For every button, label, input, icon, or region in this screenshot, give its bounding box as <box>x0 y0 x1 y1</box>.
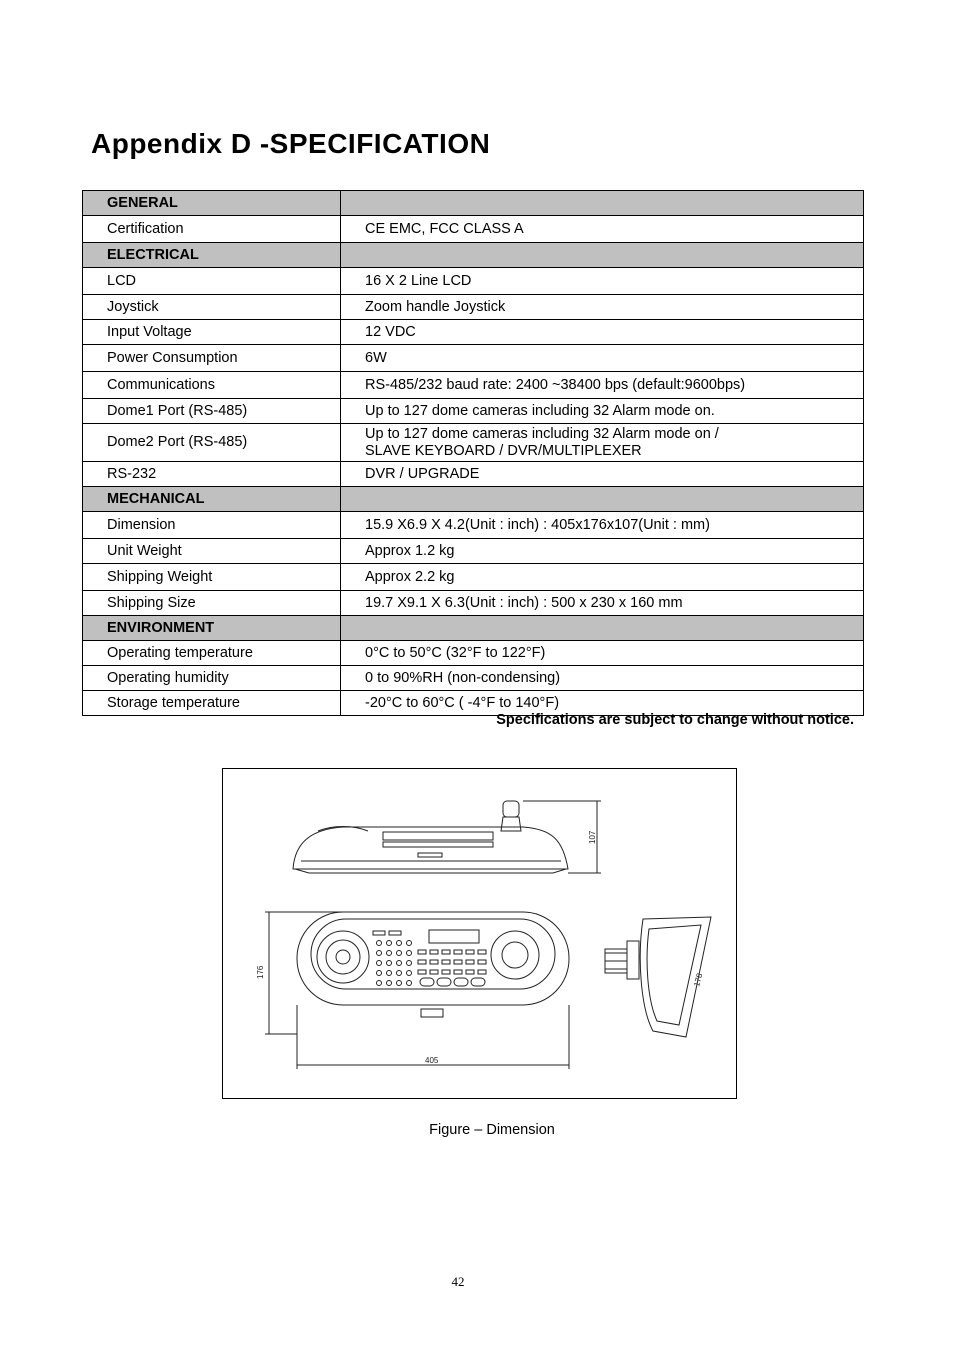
page-number: 42 <box>451 1274 465 1289</box>
section-row-electrical <box>83 243 864 268</box>
spec-row-input-voltage <box>83 320 864 345</box>
side-view-depth-label: 178 <box>692 972 705 988</box>
spec-row-lcd <box>83 268 864 295</box>
keyboard-dimension-drawing <box>223 769 736 1098</box>
spec-value: DVR / UPGRADE <box>341 462 864 487</box>
front-view-height-label: 107 <box>588 830 597 844</box>
section-value <box>341 487 864 512</box>
spec-label: Power Consumption <box>83 345 341 372</box>
spec-row-shipping-weight <box>83 564 864 591</box>
spec-label: Communications <box>83 372 341 399</box>
section-value <box>341 243 864 268</box>
spec-row-rs232 <box>83 462 864 487</box>
figure-caption: Figure – Dimension <box>429 1122 555 1138</box>
spec-label: Shipping Weight <box>83 564 341 591</box>
spec-row-communications <box>83 372 864 399</box>
section-row-mechanical <box>83 487 864 512</box>
spec-value: 0°C to 50°C (32°F to 122°F) <box>341 641 864 666</box>
spec-row-dimension <box>83 512 864 539</box>
spec-value: -20°C to 60°C ( -4°F to 140°F) <box>341 691 864 716</box>
section-value <box>341 616 864 641</box>
top-view-depth-label: 176 <box>256 965 265 979</box>
spec-row-power-consumption <box>83 345 864 372</box>
spec-value: Approx 1.2 kg <box>341 539 864 564</box>
spec-label: Certification <box>83 216 341 243</box>
page-title: Appendix D -SPECIFICATION <box>91 128 491 159</box>
spec-value: 16 X 2 Line LCD <box>341 268 864 295</box>
section-label: MECHANICAL <box>83 487 341 512</box>
spec-row-dome2-port <box>83 424 864 462</box>
spec-label: Operating temperature <box>83 641 341 666</box>
spec-value: 12 VDC <box>341 320 864 345</box>
spec-row-shipping-size <box>83 591 864 616</box>
spec-value: Up to 127 dome cameras including 32 Alarm mode on. <box>341 399 864 424</box>
section-label: ELECTRICAL <box>83 243 341 268</box>
spec-label: Input Voltage <box>83 320 341 345</box>
section-row-general <box>83 191 864 216</box>
spec-label: Operating humidity <box>83 666 341 691</box>
spec-row-operating-humidity <box>83 666 864 691</box>
spec-row-unit-weight <box>83 539 864 564</box>
spec-value: 6W <box>341 345 864 372</box>
spec-value: CE EMC, FCC CLASS A <box>341 216 864 243</box>
section-label: ENVIRONMENT <box>83 616 341 641</box>
spec-row-operating-temperature <box>83 641 864 666</box>
spec-value: RS-485/232 baud rate: 2400 ~38400 bps (default:9600bps) <box>341 372 864 399</box>
top-view-drawing <box>265 912 569 1069</box>
spec-row-certification <box>83 216 864 243</box>
spec-value: 0 to 90%RH (non-condensing) <box>341 666 864 691</box>
spec-value: Approx 2.2 kg <box>341 564 864 591</box>
spec-value-line1: Up to 127 dome cameras including 32 Alarm mode on / <box>365 425 719 442</box>
spec-row-dome1-port <box>83 399 864 424</box>
specification-footnote: Specifications are subject to change without notice. <box>496 712 854 728</box>
spec-label: Joystick <box>83 295 341 320</box>
spec-label: Dome2 Port (RS-485) <box>83 424 341 462</box>
spec-label: Storage temperature <box>83 691 341 716</box>
spec-label: LCD <box>83 268 341 295</box>
spec-value <box>341 424 864 462</box>
dimension-figure <box>222 768 737 1099</box>
front-view-drawing <box>293 801 601 873</box>
spec-row-joystick <box>83 295 864 320</box>
spec-value-line2: SLAVE KEYBOARD / DVR/MULTIPLEXER <box>365 442 642 459</box>
spec-label: Shipping Size <box>83 591 341 616</box>
spec-label: RS-232 <box>83 462 341 487</box>
top-view-width-label: 405 <box>425 1056 439 1065</box>
spec-value: 19.7 X9.1 X 6.3(Unit : inch) : 500 x 230 x 160 mm <box>341 591 864 616</box>
spec-label: Dimension <box>83 512 341 539</box>
spec-label: Dome1 Port (RS-485) <box>83 399 341 424</box>
section-value <box>341 191 864 216</box>
spec-value: 15.9 X6.9 X 4.2(Unit : inch) : 405x176x107(Unit : mm) <box>341 512 864 539</box>
specification-table <box>82 190 864 716</box>
spec-value: Zoom handle Joystick <box>341 295 864 320</box>
section-row-environment <box>83 616 864 641</box>
section-label: GENERAL <box>83 191 341 216</box>
spec-label: Unit Weight <box>83 539 341 564</box>
